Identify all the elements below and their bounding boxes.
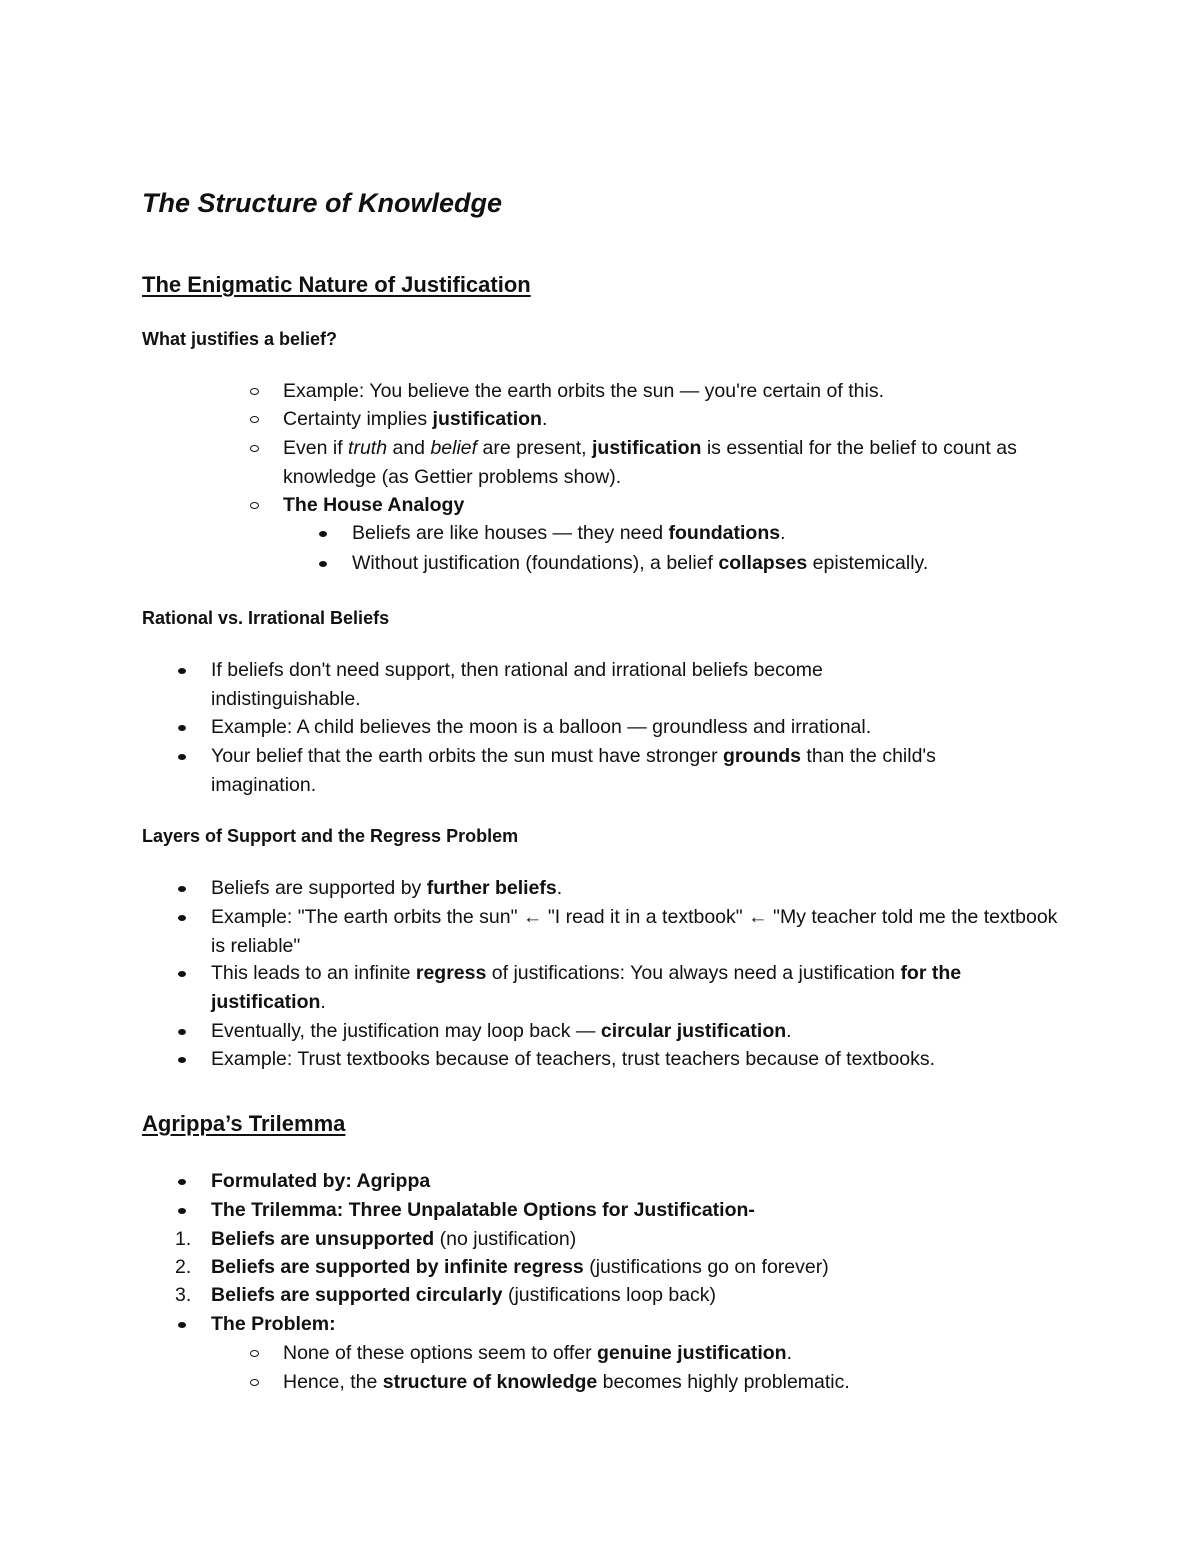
list-item: Beliefs are supported by further beliefs. — [211, 874, 1071, 903]
section-heading-justification: The Enigmatic Nature of Justification — [142, 272, 531, 297]
bullet-icon — [178, 1322, 186, 1328]
hollow-bullet-icon — [250, 445, 259, 452]
numbered-item: 1. Beliefs are unsupported (no justification) — [211, 1225, 1071, 1254]
list-item: This leads to an infinite regress of justifications: You always need a justification for the justification. — [211, 959, 1061, 1016]
list-item: Example: A child believes the moon is a balloon — groundless and irrational. — [211, 713, 1071, 742]
subsection-heading-what-justifies: What justifies a belief? — [142, 329, 338, 349]
bullet-icon — [178, 1029, 186, 1035]
list-item: Without justification (foundations), a belief collapses epistemically. — [352, 549, 1072, 578]
list-item: If beliefs don't need support, then rational and irrational beliefs become indistinguishable. — [211, 656, 931, 713]
hollow-bullet-icon — [250, 416, 259, 423]
bullet-icon — [178, 1208, 186, 1214]
bullet-icon — [178, 1057, 186, 1063]
list-number: 3. — [175, 1284, 192, 1306]
bullet-icon — [178, 886, 186, 892]
list-number: 2. — [175, 1256, 192, 1278]
numbered-item: 3. Beliefs are supported circularly (justifications loop back) — [211, 1281, 1071, 1310]
list-item: Even if truth and belief are present, justification is essential for the belief to count as knowledge (as Gettier problems show). — [283, 434, 1043, 491]
bullet-icon — [319, 561, 327, 567]
list-item: Hence, the structure of knowledge becomes highly problematic. — [283, 1368, 1083, 1397]
hollow-bullet-icon — [250, 502, 259, 509]
list-number: 1. — [175, 1228, 192, 1250]
hollow-bullet-icon — [250, 1350, 259, 1357]
bullet-icon — [178, 754, 186, 760]
bullet-icon — [178, 725, 186, 731]
list-item: Example: You believe the earth orbits the sun — you're certain of this. — [283, 377, 1063, 406]
bullet-icon — [178, 971, 186, 977]
hollow-bullet-icon — [250, 388, 259, 395]
list-item: Beliefs are like houses — they need foundations. — [352, 519, 1072, 548]
list-item: Example: Trust textbooks because of teachers, trust teachers because of textbooks. — [211, 1045, 1091, 1074]
section-heading-agrippa: Agrippa’s Trilemma — [142, 1111, 346, 1136]
list-item: Eventually, the justification may loop back — circular justification. — [211, 1017, 1071, 1046]
list-item: Formulated by: Agrippa — [211, 1167, 1071, 1196]
list-item: Certainty implies justification. — [283, 405, 1063, 434]
list-item: Your belief that the earth orbits the sun must have stronger grounds than the child's imagination. — [211, 742, 1031, 799]
bullet-icon — [178, 915, 186, 921]
list-item: None of these options seem to offer genuine justification. — [283, 1339, 1083, 1368]
subsection-heading-rational: Rational vs. Irrational Beliefs — [142, 608, 390, 628]
list-item: Example: "The earth orbits the sun" ← "I read it in a textbook" ← "My teacher told me the textbook is reliable" — [211, 903, 1071, 960]
bullet-icon — [178, 1179, 186, 1185]
hollow-bullet-icon — [250, 1379, 259, 1386]
bullet-icon — [178, 668, 186, 674]
list-item: The House Analogy — [283, 491, 1063, 520]
list-item: The Problem: — [211, 1310, 1071, 1339]
numbered-item: 2. Beliefs are supported by infinite regress (justifications go on forever) — [211, 1253, 1071, 1282]
list-item: The Trilemma: Three Unpalatable Options for Justification- — [211, 1196, 1071, 1225]
document-title: The Structure of Knowledge — [142, 188, 503, 218]
subsection-heading-regress: Layers of Support and the Regress Problem — [142, 826, 519, 846]
bullet-icon — [319, 531, 327, 537]
